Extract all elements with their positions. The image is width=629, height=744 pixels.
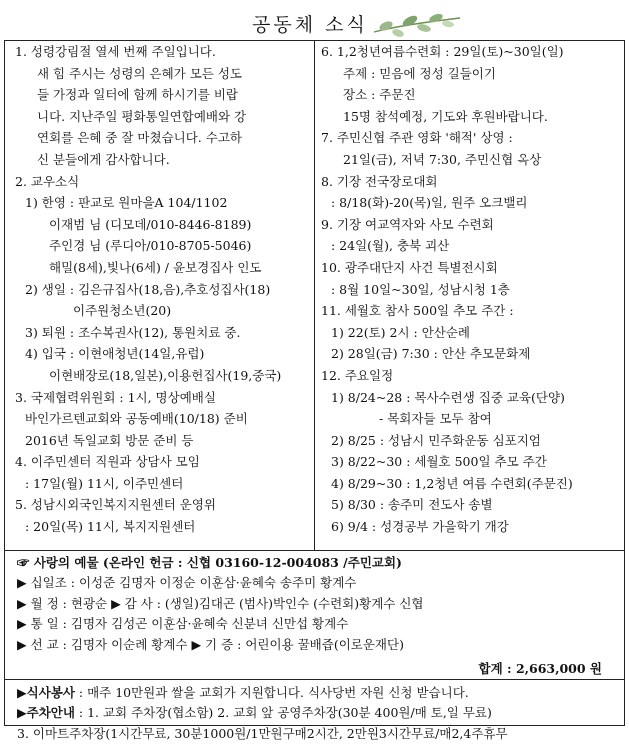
news-line: 12. 주요일정 [321, 367, 394, 383]
offering-line: ▶ 십일조 : 이성준 김명자 이정순 이훈삼·윤혜숙 송주미 황계수 [17, 575, 357, 591]
news-line: 1) 22(토) 2시 : 안산순례 [331, 324, 470, 340]
news-line: - 목회자들 모두 참여 [379, 411, 492, 427]
info-text: 3. 이마트주차장(1시간무료, 30분1000원/1만원구매2시간, 2만원3시간무료/매2,4주휴무 [17, 725, 508, 741]
offering-line: ▶ 통 일 : 김명자 김성곤 이훈삼·윤혜숙 신분녀 신만섭 황계수 [17, 616, 349, 632]
news-line: 들 가정과 일터에 함께 하시기를 비랍 [37, 87, 238, 103]
news-line: 신 분들에게 감사합니다. [37, 151, 170, 167]
news-line: 5. 성남시외국인복지지원센터 운영위 [15, 497, 216, 513]
info-label: ▶주차안내 [17, 705, 75, 721]
news-line: 6) 9/4 : 성경공부 가을학기 개강 [331, 519, 509, 535]
news-line: 새 힘 주시는 성령의 은혜가 모든 성도 [37, 65, 242, 81]
info-text: : 1. 교회 주차장(협소함) 2. 교회 앞 공영주차장(30분 400원/매 토,일 무료) [74, 705, 492, 721]
info-label: ▶식사봉사 [17, 685, 75, 700]
news-line: 주제 : 믿음에 정성 길들이기 [343, 65, 496, 81]
news-line: 이주원청소년(20) [73, 303, 172, 319]
header [0, 4, 629, 38]
news-line: : 8월 10일~30일, 성남시청 1층 [331, 281, 510, 297]
news-line: 2. 교우소식 [15, 173, 80, 189]
news-line: 15명 참석예정, 기도와 후원바랍니다. [343, 108, 548, 124]
info-line [17, 724, 617, 744]
offering-section [17, 553, 617, 655]
news-line: : 8/18(화)-20(목)일, 원주 오크밸리 [331, 195, 528, 211]
page-title: 공동체 소식 [252, 14, 368, 36]
info-line [17, 683, 617, 703]
leaf-decoration-icon [372, 12, 462, 38]
news-line: 니다. 지난주일 평화통일연합예배와 강 [37, 108, 247, 124]
right-column [321, 41, 621, 538]
news-line: 연회를 은혜 중 잘 마쳤습니다. 수고하 [37, 130, 242, 146]
news-line: 11. 세월호 참사 500일 추모 주간 : [321, 303, 514, 319]
news-line: 2) 8/25 : 성남시 민주화운동 심포지엄 [331, 432, 541, 448]
news-line: 6. 1,2청년여름수련회 : 29일(토)~30일(일) [321, 44, 564, 59]
news-line: 21일(금), 저녁 7:30, 주민신협 옥상 [343, 151, 542, 167]
offering-line: ▶ 월 정 : 현광순 ▶ 감 사 : (생일)김대곤 (범사)박인수 (수련회)황계수 신협 [17, 595, 424, 611]
news-line: 4) 입국 : 이현애청년(14일,유럽) [25, 346, 205, 362]
left-column [15, 41, 311, 538]
news-line: 5) 8/30 : 송주미 전도사 송별 [331, 497, 493, 513]
offering-total: 합계 : 2,663,000 원 [478, 661, 602, 676]
news-line: 3) 퇴원 : 조수복권사(12), 통원치료 중. [25, 324, 241, 340]
news-line: 3. 국제협력위원회 : 1시, 명상예배실 [15, 389, 216, 405]
section-divider [5, 550, 624, 551]
section-divider [5, 679, 624, 680]
info-line [17, 703, 617, 723]
news-line: : 24일(월), 충북 괴산 [331, 238, 450, 254]
news-line: 1) 한영 : 판교로 원마을A 104/1102 [25, 195, 228, 211]
news-line: 4) 8/29~30 : 1,2청년 여름 수련회(주문진) [331, 475, 573, 491]
news-line: 7. 주민신협 주관 영화 '해적' 상영 : [321, 130, 513, 146]
news-line: 이재범 님 (디모데/010-8446-8189) [49, 216, 252, 232]
news-line: 주인경 님 (루디아/010-8705-5046) [49, 238, 252, 254]
news-box [4, 40, 625, 741]
news-line: 1) 8/24~28 : 목사수련생 집중 교육(단양) [331, 389, 565, 405]
news-line: : 17일(월) 11시, 이주민센터 [25, 475, 184, 491]
news-line: 4. 이주민센터 직원과 상담사 모임 [15, 454, 200, 470]
news-line: 해밀(8세),빛나(6세) / 윤보경집사 인도 [49, 259, 262, 275]
news-line: : 20일(목) 11시, 복지지원센터 [25, 519, 196, 535]
info-section [17, 683, 617, 744]
news-line: 2) 생일 : 김은규집사(18,음),추호성집사(18) [25, 281, 271, 297]
news-line: 9. 기장 여교역자와 사모 수련회 [321, 216, 494, 232]
news-line: 1. 성령강림절 열세 번째 주일입니다. [15, 44, 216, 59]
news-line: 장소 : 주문진 [343, 87, 416, 103]
info-text: : 매주 10만원과 쌀을 교회가 지원합니다. 식사당번 자원 신청 받습니다. [74, 685, 469, 700]
news-line: 10. 광주대단지 사건 특별전시회 [321, 259, 498, 275]
offering-line: ▶ 선 교 : 김명자 이순례 황계수 ▶ 기 증 : 어린이용 꿀배즙(이로운재단) [17, 636, 404, 652]
news-line: 2016년 독일교회 방문 준비 등 [25, 432, 194, 448]
news-line: 3) 8/22~30 : 세월호 500일 추모 주간 [331, 454, 547, 470]
news-line: 8. 기장 전국장로대회 [321, 173, 438, 189]
news-line: 바인가르텐교회와 공동예배(10/18) 준비 [25, 411, 248, 427]
column-divider [314, 41, 315, 550]
offering-heading: ☞ 사랑의 예물 (온라인 헌금 : 신협 03160-12-004083 /주민교회) [17, 555, 402, 570]
news-line: 이현배장로(18,일본),이용헌집사(19,중국) [49, 367, 282, 383]
news-line: 2) 28일(금) 7:30 : 안산 추모문화제 [331, 346, 531, 362]
